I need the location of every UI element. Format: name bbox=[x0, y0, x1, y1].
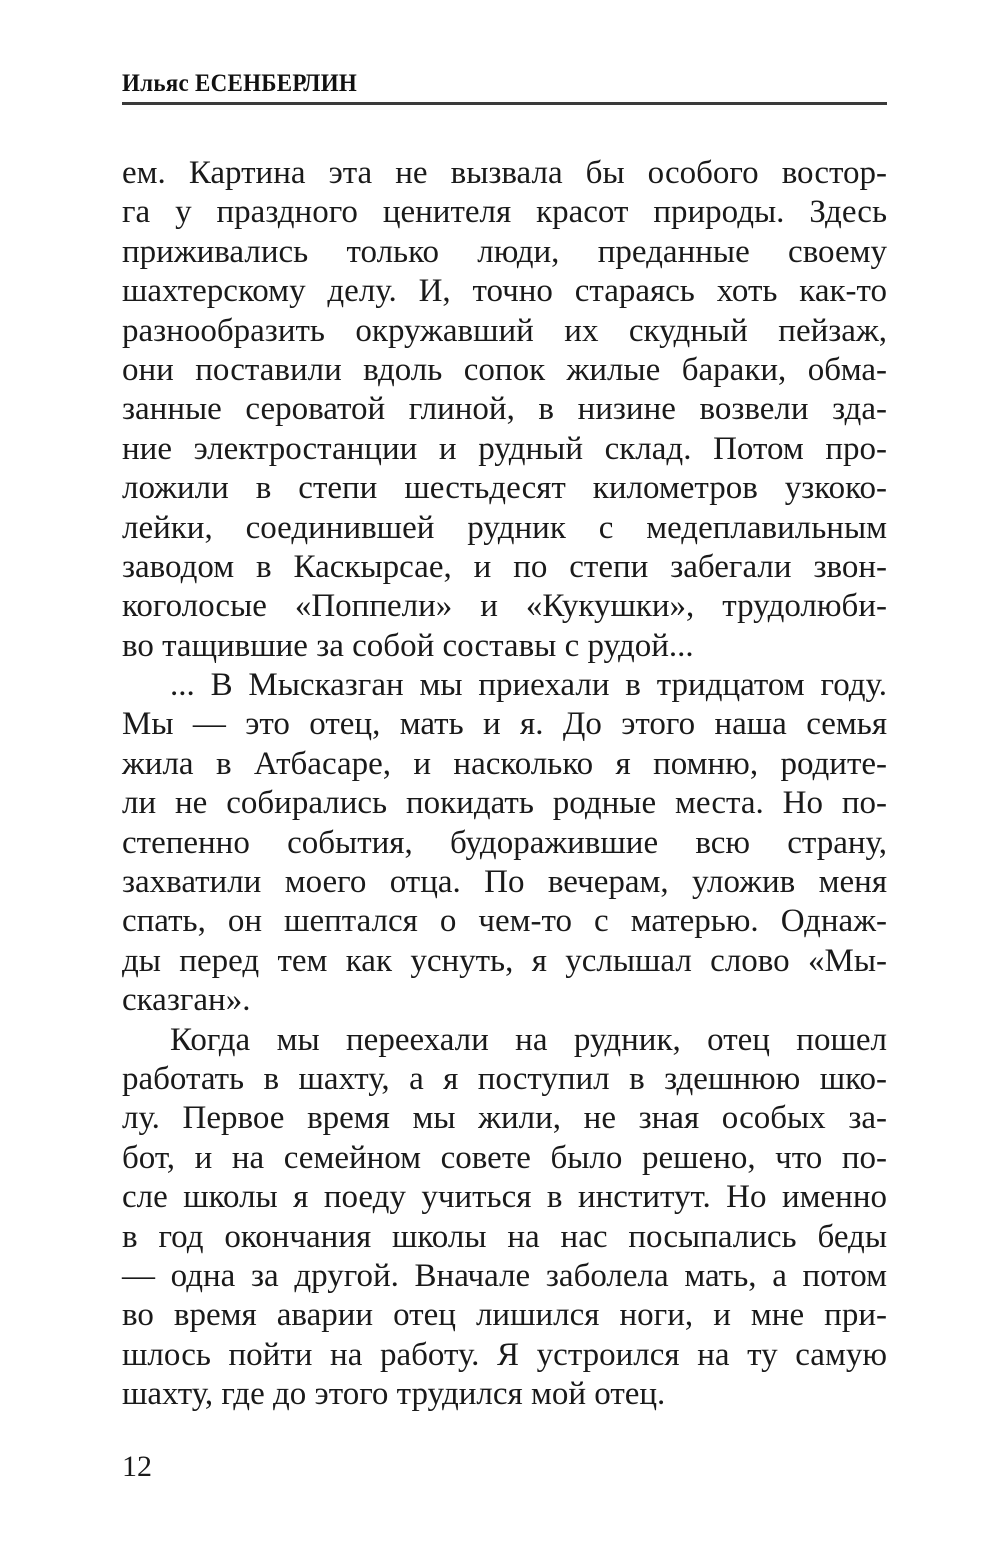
text-line: лу. Первое время мы жили, не зная особых за- bbox=[122, 1100, 887, 1137]
text-line: ложили в степи шестьдесят километров узкоко- bbox=[122, 470, 887, 507]
text-line: они поставили вдоль сопок жилые бараки, обма- bbox=[122, 351, 887, 388]
text-line: занные сероватой глиной, в низине возвели зда- bbox=[122, 391, 887, 428]
text-line: ли не собирались покидать родные места. Но по- bbox=[122, 785, 887, 822]
text-line: — одна за другой. Вначале заболела мать, а потом bbox=[122, 1257, 887, 1294]
text-line: степенно события, будоражившие всю страну, bbox=[122, 824, 887, 861]
text-line: во время аварии отец лишился ноги, и мне при- bbox=[122, 1297, 887, 1334]
running-header: Ильяс ЕСЕНБЕРЛИН bbox=[122, 70, 358, 97]
text-line: сле школы я поеду учиться в институт. Но именно bbox=[122, 1179, 887, 1216]
text-line: шлось пойти на работу. Я устроился на ту самую bbox=[122, 1336, 887, 1373]
text-line: заводом в Каскырсае, и по степи забегали звон- bbox=[122, 548, 887, 585]
body-text bbox=[122, 154, 887, 1415]
text-line: работать в шахту, а я поступил в здешнюю шко- bbox=[122, 1060, 887, 1097]
text-line: жила в Атбасаре, и насколько я помню, родите- bbox=[122, 745, 887, 782]
text-line: бот, и на семейном совете было решено, что по- bbox=[122, 1139, 887, 1176]
text-line: во тащившие за собой составы с рудой... bbox=[122, 627, 694, 664]
text-line: сказган». bbox=[122, 982, 251, 1019]
text-line: в год окончания школы на нас посыпались беды bbox=[122, 1218, 887, 1255]
text-line: ние электростанции и рудный склад. Потом про- bbox=[122, 430, 887, 467]
text-line: разнообразить окружавший их скудный пейзаж, bbox=[122, 312, 887, 349]
text-line: коголосые «Поппели» и «Кукушки», трудолюби- bbox=[122, 588, 887, 625]
text-line: спать, он шептался о чем-то с матерью. Однаж- bbox=[122, 903, 887, 940]
text-line: ды перед тем как уснуть, я услышал слово «Мы- bbox=[122, 942, 887, 979]
text-line: Мы — это отец, мать и я. До этого наша семья bbox=[122, 706, 887, 743]
text-line: Когда мы переехали на рудник, отец пошел bbox=[170, 1021, 887, 1058]
page-number: 12 bbox=[122, 1450, 152, 1483]
text-line: шахту, где до этого трудился мой отец. bbox=[122, 1376, 666, 1413]
text-line: приживались только люди, преданные своему bbox=[122, 233, 887, 270]
text-line: ем. Картина эта не вызвала бы особого востор- bbox=[122, 155, 887, 191]
text-line: шахтерскому делу. И, точно стараясь хоть как-то bbox=[122, 273, 887, 310]
text-line: га у праздного ценителя красот природы. Здесь bbox=[122, 194, 887, 231]
text-line: лейки, соединившей рудник с медеплавильным bbox=[122, 509, 887, 546]
header-rule bbox=[122, 102, 887, 105]
text-line: захватили моего отца. По вечерам, уложив меня bbox=[122, 864, 887, 901]
text-line: ... В Мысказган мы приехали в тридцатом году. bbox=[170, 667, 887, 704]
